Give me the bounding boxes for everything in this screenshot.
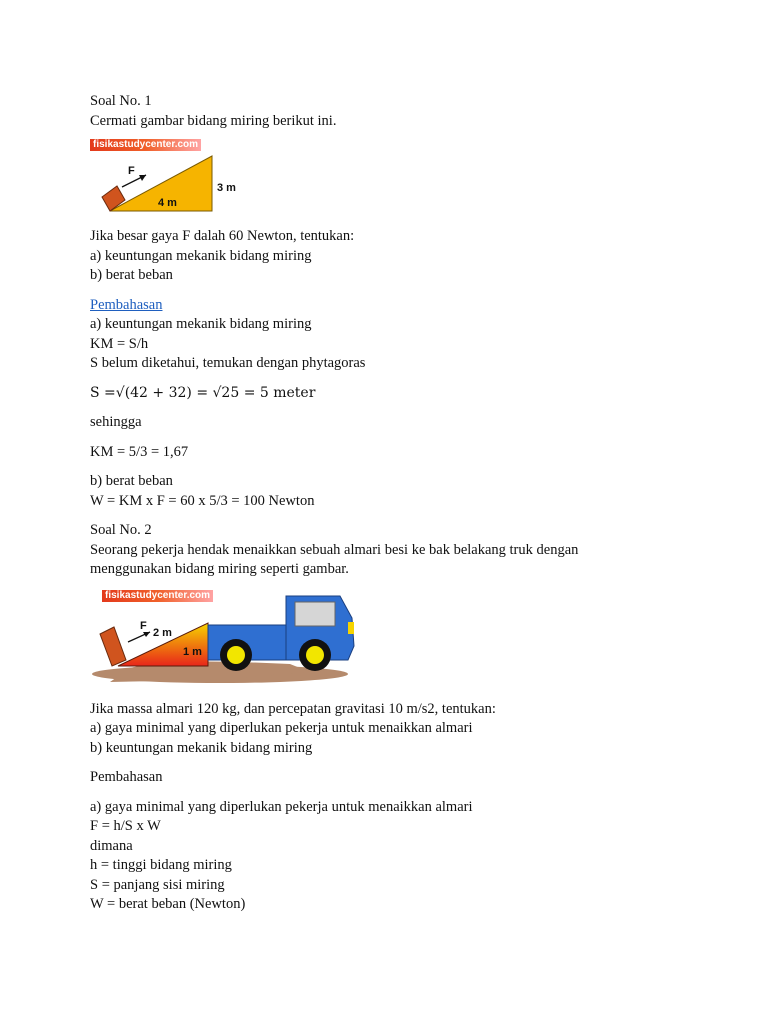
- base-label: 4 m: [158, 197, 177, 209]
- q2-def-s: S = panjang sisi miring: [90, 876, 225, 893]
- q2-sol-part-a: a) gaya minimal yang diperlukan pekerja untuk menaikkan almari: [90, 798, 473, 815]
- q1-item-b: b) berat beban: [90, 267, 173, 283]
- q1-formula-km: KM = S/h: [90, 335, 149, 352]
- q2-where: dimana: [90, 837, 133, 854]
- q1-sol-part-b: b) berat beban: [90, 473, 173, 489]
- q2-def-w: W = berat beban (Newton): [90, 896, 246, 912]
- truck-window: [295, 602, 335, 626]
- rear-hub: [227, 646, 245, 664]
- q1-formula-s: S =√(42 + 32) = √25 = 5 meter: [90, 384, 316, 401]
- slope-label: 2 m: [153, 626, 172, 639]
- q1-result-w: W = KM x F = 60 x 5/3 = 100 Newton: [90, 492, 315, 509]
- q1-title: Soal No. 1: [90, 93, 152, 109]
- q2-title: Soal No. 2: [90, 522, 152, 538]
- block-shape: [100, 627, 126, 666]
- q2-formula-f: F = h/S x W: [90, 818, 161, 834]
- truck-ramp-figure-2: [90, 588, 360, 688]
- q2-intro-2: menggunakan bidang miring seperti gambar.: [90, 561, 349, 577]
- q1-item-a: a) keuntungan mekanik bidang miring: [90, 247, 312, 264]
- q2-def-h: h = tinggi bidang miring: [90, 857, 232, 873]
- q2-question: Jika massa almari 120 kg, dan percepatan gravitasi 10 m/s2, tentukan:: [90, 700, 496, 717]
- front-hub: [306, 646, 324, 664]
- truck-headlight: [348, 622, 354, 634]
- ramp-diagram: [90, 139, 260, 221]
- solution-link[interactable]: Pembahasan: [90, 296, 163, 313]
- q2-item-a: a) gaya minimal yang diperlukan pekerja untuk menaikkan almari: [90, 720, 473, 736]
- truck-diagram: [90, 588, 360, 688]
- brand-watermark-2: fisikastudycenter.com: [102, 590, 213, 602]
- q1-sol-part-a: a) keuntungan mekanik bidang miring: [90, 316, 312, 332]
- force-label: F: [140, 619, 147, 632]
- q1-question: Jika besar gaya F dalah 60 Newton, tentukan:: [90, 228, 355, 244]
- q1-intro: Cermati gambar bidang miring berikut ini.: [90, 112, 337, 129]
- q2-intro-1: Seorang pekerja hendak menaikkan sebuah almari besi ke bak belakang truk dengan: [90, 541, 579, 558]
- q2-solution-heading: Pembahasan: [90, 769, 163, 785]
- document-page: [90, 92, 690, 915]
- q1-note: S belum diketahui, temukan dengan phytagoras: [90, 355, 366, 371]
- q2-item-b: b) keuntungan mekanik bidang miring: [90, 739, 313, 756]
- height-label: 1 m: [183, 645, 202, 658]
- force-label: F: [128, 165, 135, 177]
- inclined-plane-figure-1: [90, 139, 260, 221]
- height-label: 3 m: [217, 182, 236, 194]
- q1-result-km: KM = 5/3 = 1,67: [90, 443, 189, 460]
- q1-so: sehingga: [90, 414, 142, 430]
- brand-watermark: fisikastudycenter.com: [90, 139, 201, 151]
